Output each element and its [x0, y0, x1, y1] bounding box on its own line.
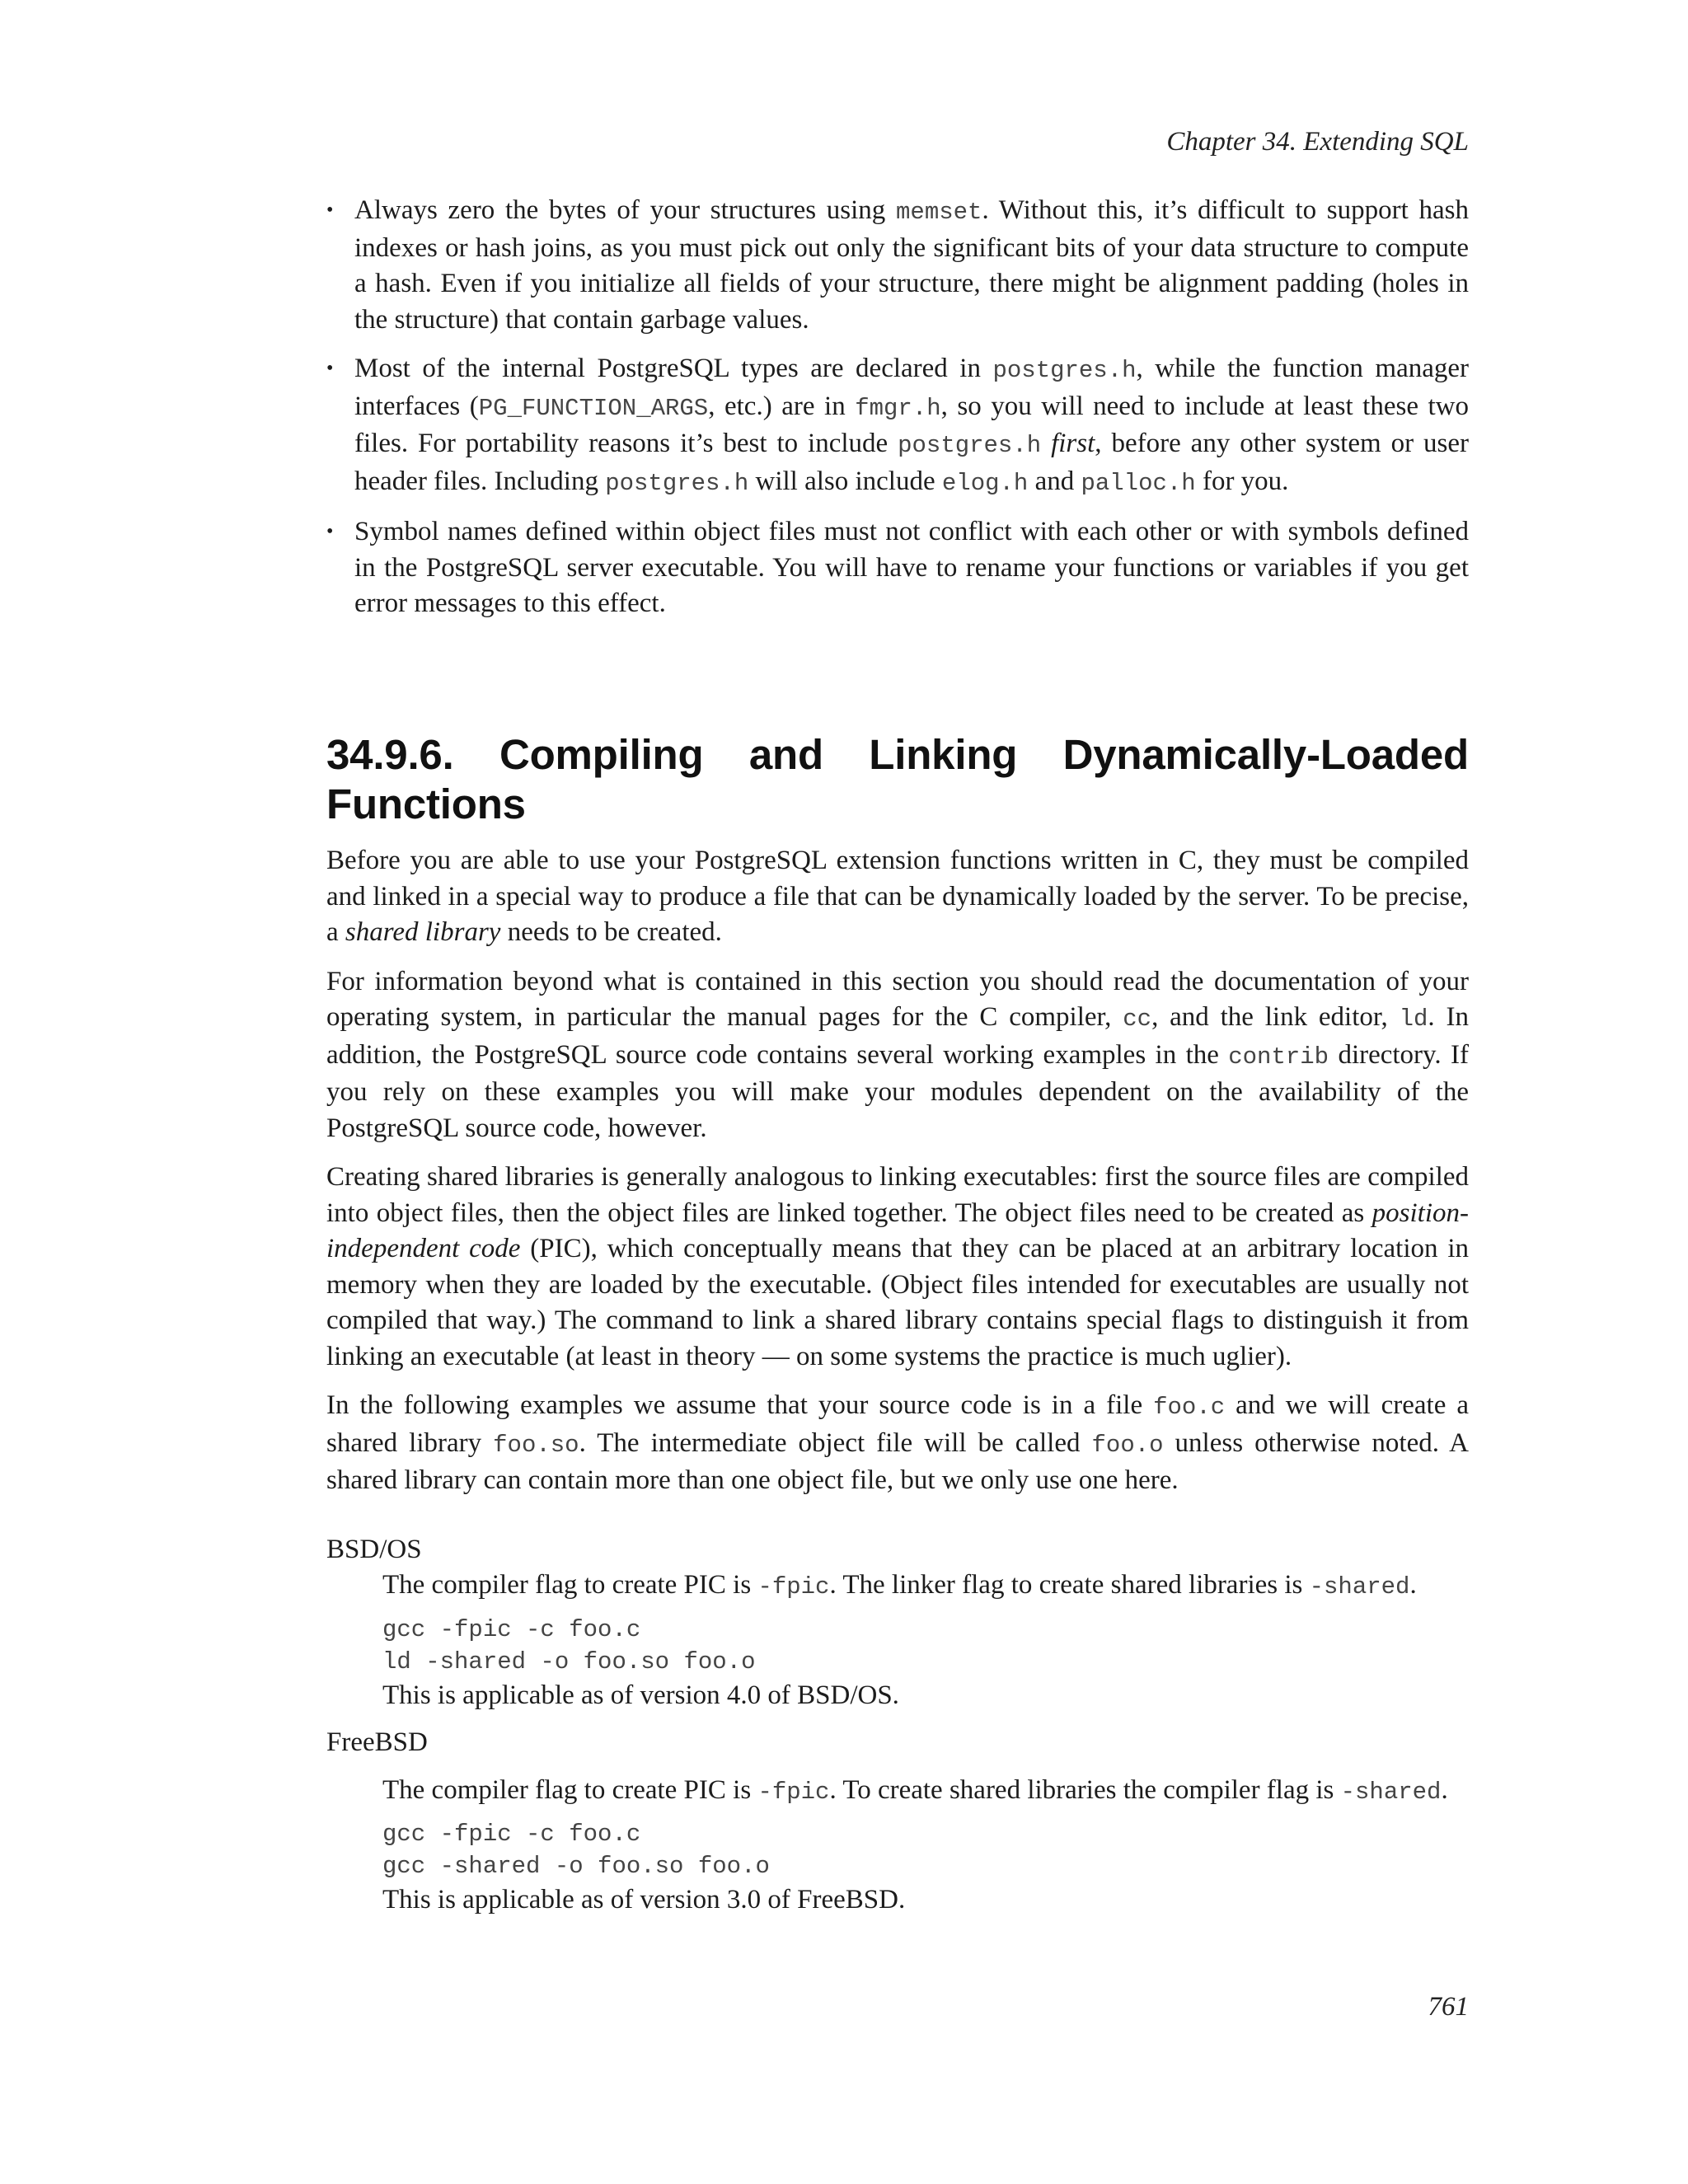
text: . Without this, it’s difficult to support hash indexes or hash joins, as you must pick out only the significant bits of your data structure to compute a hash. Even if you initialize all fields of your structure, there might be alignment padding (holes in the structure) that contain garbage values.: [354, 195, 1469, 335]
text: . The intermediate object file will be called: [579, 1427, 1092, 1458]
text: and: [1028, 466, 1081, 496]
text: directory. If you rely on these examples you will make your modules dependent on the availability of the PostgreSQL source code, however.: [326, 1039, 1469, 1143]
code-inline: memset: [896, 199, 982, 226]
list-item: [326, 514, 1469, 622]
code-block: gcc -fpic -c foo.c ld -shared -o foo.so foo.o: [382, 1615, 756, 1675]
text: In the following examples we assume that your source code is in a file: [326, 1390, 1154, 1420]
bullet-icon: •: [326, 358, 334, 379]
text: , etc.) are in: [708, 391, 856, 421]
paragraph: [382, 1568, 1469, 1605]
code-inline: postgres.h: [605, 469, 749, 497]
text: .: [1441, 1774, 1448, 1805]
emphasis: first: [1051, 429, 1095, 458]
text: Symbol names defined within object files must not conflict with each other or with symbols defined in the PostgreSQL server executable. You will have to rename your functions or variables if you get error messages to this effect.: [354, 517, 1469, 618]
text: Creating shared libraries is generally analogous to linking executables: first the source files are compiled into object files, then the object files are linked together. The object files need to be created as: [326, 1162, 1469, 1228]
emphasis: position-independent code: [326, 1197, 1469, 1263]
text: . In addition, the PostgreSQL source code contains several working examples in the: [326, 1002, 1469, 1070]
text: , before any other system or user header files. Including: [354, 429, 1469, 496]
section: [326, 730, 1469, 1919]
text: The compiler flag to create PIC is: [382, 1774, 758, 1805]
paragraph: [382, 1773, 1469, 1811]
text: Before you are able to use your PostgreSQL extension functions written in C, they must be compiled and linked in a special way to produce a file that can be dynamically loaded by the server. To be precise, a: [326, 846, 1469, 947]
code-inline: postgres.h: [898, 432, 1042, 459]
text: , so you will need to include at least these two files. For portability reasons it’s best to include: [354, 391, 1469, 458]
list-item: [326, 351, 1469, 501]
text: , and the link editor,: [1151, 1002, 1400, 1032]
text: (PIC), which conceptually means that they can be placed at an arbitrary location in memory when they are loaded by the executable. (Object files intended for executables are usually not compiled that way.) The command to link a shared library contains special flags to distinguish it from linking an executable (at least in theory — on some systems the practice is much uglier).: [326, 1234, 1469, 1371]
term-freebsd: FreeBSD: [326, 1727, 428, 1757]
code-inline: ld: [1399, 1005, 1428, 1033]
note-text: This is applicable as of version 4.0 of BSD/OS.: [382, 1680, 899, 1710]
paragraph: [326, 843, 1469, 951]
text: For information beyond what is contained in this section you should read the documentation of your operating system, in particular the manual pages for the C compiler,: [326, 966, 1469, 1032]
text: The compiler flag to create PIC is: [382, 1570, 758, 1600]
code-inline: PG_FUNCTION_ARGS: [478, 394, 709, 422]
emphasis: shared library: [345, 917, 501, 947]
text: needs to be created.: [500, 917, 722, 947]
code-inline: cc: [1123, 1005, 1152, 1033]
paragraph: [326, 1388, 1469, 1499]
text: . To create shared libraries the compiler flag is: [829, 1774, 1341, 1805]
code-inline: postgres.h: [992, 357, 1137, 384]
paragraph: [326, 964, 1469, 1147]
section-title: 34.9.6. Compiling and Linking Dynamically-Loaded Functions: [326, 731, 1469, 827]
text: , while the function manager interfaces (: [354, 354, 1469, 421]
definition-freebsd: [326, 1773, 1469, 1919]
text: for you.: [1195, 466, 1289, 496]
term-bsdos: BSD/OS: [326, 1534, 422, 1564]
code-inline: foo.o: [1091, 1431, 1164, 1459]
text: unless otherwise noted. A shared library can contain more than one object file, but we only use one here.: [326, 1427, 1469, 1495]
text: .: [1409, 1570, 1417, 1600]
list-item: [326, 193, 1469, 338]
code-inline: -shared: [1309, 1573, 1410, 1601]
text: Most of the internal PostgreSQL types are declared in: [354, 354, 993, 383]
code-inline: contrib: [1228, 1043, 1329, 1071]
text: [1041, 429, 1051, 458]
code-inline: -fpic: [757, 1573, 830, 1601]
code-inline: fmgr.h: [855, 394, 941, 422]
code-inline: foo.c: [1153, 1394, 1226, 1421]
text: . The linker flag to create shared libraries is: [829, 1570, 1310, 1600]
code-inline: -shared: [1340, 1778, 1442, 1806]
code-inline: foo.so: [493, 1431, 579, 1459]
text: and we will create a shared library: [326, 1390, 1469, 1458]
note-text: This is applicable as of version 3.0 of FreeBSD.: [382, 1885, 906, 1915]
code-inline: elog.h: [941, 469, 1029, 497]
definition-bsdos: [326, 1568, 1469, 1713]
code-inline: -fpic: [757, 1778, 830, 1806]
paragraph: [326, 1160, 1469, 1375]
text: will also include: [748, 466, 942, 496]
bullet-icon: •: [326, 521, 334, 542]
code-block: gcc -fpic -c foo.c gcc -shared -o foo.so foo.o: [382, 1821, 770, 1880]
text: Always zero the bytes of your structures using: [354, 195, 897, 225]
page-number: 761: [1428, 1992, 1469, 2022]
running-header: Chapter 34. Extending SQL: [1166, 127, 1469, 157]
code-inline: palloc.h: [1081, 469, 1196, 497]
bullet-list: [326, 193, 1469, 635]
bullet-icon: •: [326, 199, 334, 221]
